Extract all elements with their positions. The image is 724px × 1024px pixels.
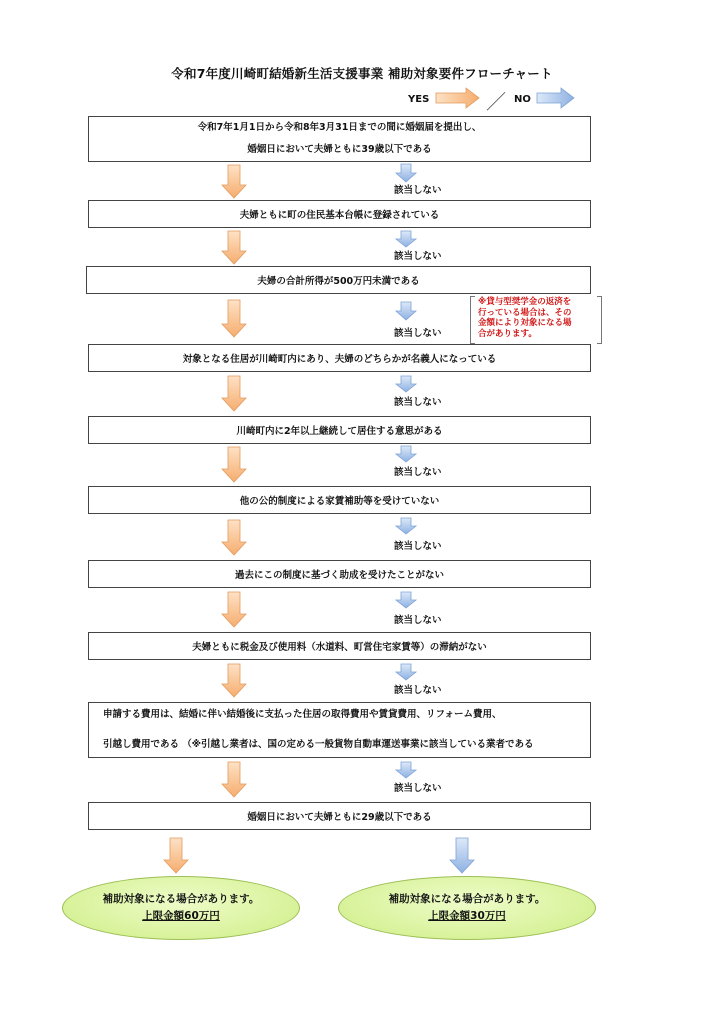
yes-arrow-icon — [222, 300, 246, 338]
step-3-text: 夫婦の合計所得が500万円未満である — [257, 276, 420, 287]
yes-arrow-icon — [222, 762, 246, 798]
yes-arrow-icon — [222, 592, 246, 628]
no-arrow-icon — [396, 664, 416, 680]
step-box-5 — [88, 416, 591, 444]
no-label-5: 該当しない — [394, 467, 442, 478]
step-box-8 — [88, 632, 591, 660]
note-line-3: 金額により対象になる場 — [478, 318, 572, 328]
no-arrow-icon — [396, 446, 416, 462]
note-bracket-right — [597, 296, 602, 344]
result-no-text: 補助対象になる場合があります。 — [388, 893, 546, 905]
step-1-line-1: 令和7年1月1日から令和8年3月31日までの間に婚姻届を提出し、 — [197, 122, 482, 133]
yes-arrow-icon — [222, 664, 246, 698]
yes-arrow-icon — [222, 447, 246, 483]
no-label-1: 該当しない — [394, 185, 442, 196]
no-arrow-icon — [396, 231, 416, 247]
step-9-line-2: 引越し費用である （※引越し業者は、国の定める一般貨物自動車運送事業に該当している業者である — [103, 739, 534, 750]
step-4-text: 対象となる住居が川崎町内にあり、夫婦のどちらかが名義人になっている — [182, 354, 497, 365]
scholarship-note — [478, 297, 596, 341]
legend-separator: ／ — [486, 90, 506, 114]
step-box-3 — [86, 266, 591, 294]
step-box-9 — [88, 702, 591, 758]
step-box-6 — [88, 486, 591, 514]
step-box-4 — [88, 344, 591, 372]
step-10-text: 婚姻日において夫婦ともに29歳以下である — [247, 812, 432, 823]
step-8-text: 夫婦ともに税金及び使用料（水道料、町営住宅家賃等）の滞納がない — [192, 642, 487, 653]
step-7-text: 過去にこの制度に基づく助成を受けたことがない — [234, 570, 444, 581]
no-arrow-icon — [396, 376, 416, 392]
legend-no-label: NO — [514, 94, 531, 105]
note-line-4: 合があります。 — [478, 328, 537, 339]
no-arrow-icon — [396, 164, 416, 182]
yes-arrow-icon — [164, 838, 188, 874]
note-bracket-left — [470, 296, 475, 344]
step-1-line-2: 婚姻日において夫婦ともに39歳以下である — [247, 144, 432, 155]
result-yes-limit: 上限金額60万円 — [142, 910, 220, 922]
no-label-4: 該当しない — [394, 397, 442, 408]
no-label-6: 該当しない — [394, 541, 442, 552]
step-box-2 — [88, 200, 591, 228]
no-arrow-icon — [396, 518, 416, 534]
result-yes-text: 補助対象になる場合があります。 — [102, 893, 260, 905]
yes-arrow-icon — [222, 231, 246, 265]
legend-yes-label: YES — [408, 94, 430, 105]
no-arrow-icon — [396, 592, 416, 608]
no-label-7: 該当しない — [394, 615, 442, 626]
step-box-10 — [88, 802, 591, 830]
result-no-limit: 上限金額30万円 — [428, 910, 506, 922]
legend-yes-arrow-icon — [436, 88, 480, 108]
page-title: 令和7年度川崎町結婚新生活支援事業 補助対象要件フローチャート — [171, 66, 553, 81]
note-line-2: 行っている場合は、その — [478, 307, 572, 318]
no-label-3: 該当しない — [394, 328, 442, 339]
yes-arrow-icon — [222, 376, 246, 412]
result-oval-yes — [62, 876, 300, 940]
step-2-text: 夫婦ともに町の住民基本台帳に登録されている — [239, 210, 440, 221]
no-arrow-icon — [396, 762, 416, 778]
step-box-1 — [88, 116, 591, 162]
step-5-text: 川崎町内に2年以上継続して居住する意思がある — [236, 426, 443, 437]
no-arrow-icon — [450, 838, 474, 874]
no-label-8: 該当しない — [394, 685, 442, 696]
step-6-text: 他の公的制度による家賃補助等を受けていない — [239, 496, 440, 507]
note-line-1: ※貸与型奨学金の返済を — [478, 297, 572, 307]
no-label-2: 該当しない — [394, 251, 442, 262]
legend-no-arrow-icon — [537, 88, 575, 108]
yes-arrow-icon — [222, 520, 246, 556]
step-9-line-1: 申請する費用は、結婚に伴い結婚後に支払った住居の取得費用や賃貸費用、リフォーム費用、 — [103, 709, 502, 720]
yes-arrow-icon — [222, 165, 246, 199]
step-box-7 — [88, 560, 591, 588]
result-oval-no — [338, 876, 596, 940]
no-label-9: 該当しない — [394, 783, 442, 794]
no-arrow-icon — [396, 302, 416, 320]
